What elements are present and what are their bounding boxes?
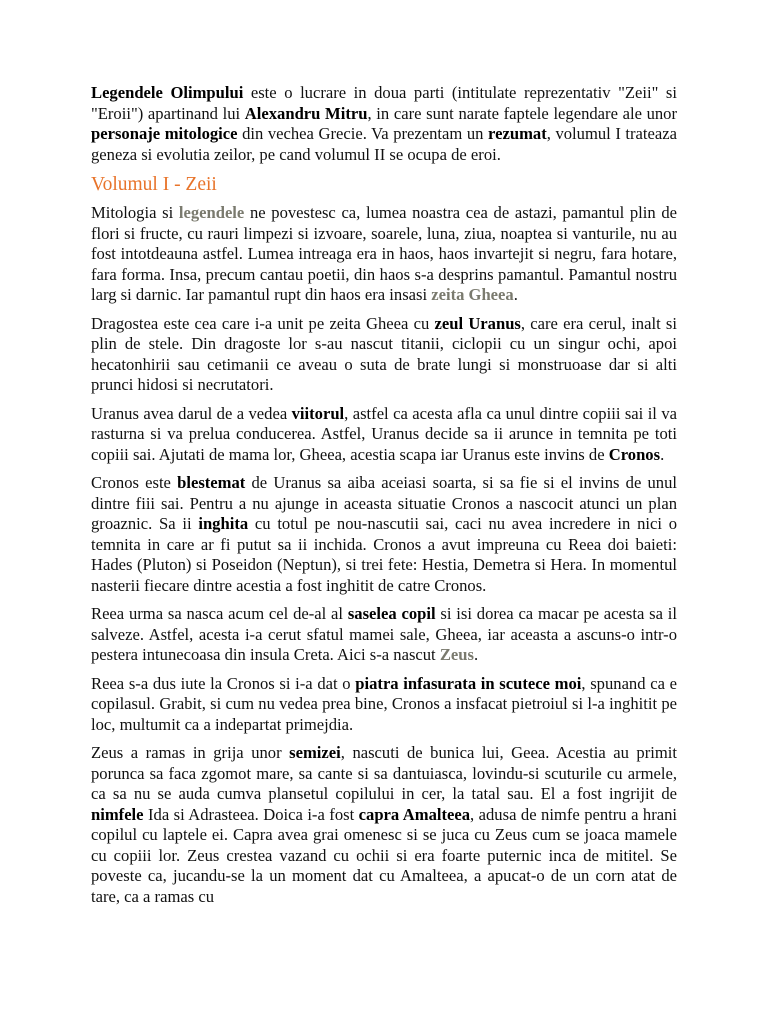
paragraph-7 — [91, 743, 677, 907]
intro-emphasis: rezumat — [488, 124, 547, 143]
paragraph-6 — [91, 674, 677, 736]
bold-term: inghita — [198, 514, 249, 533]
intro-text: este o lucrare in doua parti (intitulate reprezentativ "Zeii" si "Eroii") apartinand lui — [91, 83, 677, 123]
intro-text: , volumul I trateaza geneza si evolutia zeilor, pe cand volumul II se ocupa de eroi. — [91, 124, 677, 164]
paragraph-text: cu totul pe nou-nascutii sai, caci nu avea incredere in nici o temnita in care ar fi putut sa ii inchida. Cronos a avut impreuna cu Reea doi baieti: Hades (Pluton) si Poseidon (Neptun), si trei fete: Hestia, Demetra si Hera. In momentul nasterii fiecare dintre acestia a fost inghitit de catre Cronos. — [91, 514, 678, 595]
paragraph-text: de Uranus sa aiba aceiasi soarta, si sa fie si el invins de unul dintre fiii sai. Pentru a nu ajunge in aceasta situatie Cronos a nascocit atunci un plan groaznic. Sa ii — [91, 473, 677, 533]
paragraph-text: Mitologia si — [91, 203, 179, 222]
intro-emphasis: personaje mitologice — [91, 124, 238, 143]
bold-term: nimfele — [91, 804, 144, 824]
paragraph-1 — [91, 203, 677, 306]
paragraph-text: Reea s-a dus iute la Cronos si i-a dat o — [91, 673, 356, 693]
paragraph-text: ne povestesc ca, lumea noastra cea de astazi, pamantul plin de flori si fructe, cu rauri limpezi si izvoare, soarele, luna, ziua, noaptea si vanturile, nu au fost intotdeauna astfel. Lumea intreaga era in haos, haos invartejit si negru, fara hotare, fara forma. Insa, precum cantau poetii, din haos s-a desprins pamantul. Pamantul nostru larg si darnic. Iar pamantul rupt din haos era insasi — [91, 203, 677, 304]
intro-paragraph — [91, 83, 677, 165]
intro-text: din vechea Grecie. Va prezentam un — [237, 124, 489, 143]
paragraph-5 — [91, 604, 677, 666]
bold-term: viitorul — [291, 403, 345, 423]
paragraph-text: si isi dorea ca macar pe acesta sa il salveze. Astfel, acesta i-a cerut sfatul mamei sale, Gheea, iar aceasta a ascuns-o intr-o pestera intunecoasa din insula Creta. Aici s-a nascut — [91, 604, 677, 664]
paragraph-text: Zeus a ramas in grija unor — [91, 743, 290, 762]
bold-term: blestemat — [177, 473, 246, 492]
bold-term: piatra infasurata in scutece moi — [355, 673, 582, 693]
paragraph-text: . — [473, 645, 479, 664]
highlight-term: legendele — [178, 203, 245, 222]
book-title: Legendele Olimpului — [91, 83, 244, 102]
paragraph-text: , care era cerul, inalt si plin de stele. Din dragoste lor s-au nascut titanii, ciclopii cu un singur ochi, apoi hecatonhirii sau cetimanii ce aveau o suta de brate lungi si monstruoase dar si alti prunci hidosi si necrutatori. — [91, 313, 677, 394]
paragraph-text: Uranus avea darul de a vedea — [91, 403, 292, 423]
author-name: Alexandru Mitru — [244, 103, 368, 123]
section-heading: Volumul I - Zeii — [91, 174, 217, 195]
bold-term: Cronos — [608, 444, 661, 464]
intro-text: , in care sunt narate faptele legendare ale unor — [367, 103, 678, 123]
paragraph-text: Reea urma sa nasca acum cel de-al al — [91, 604, 348, 623]
paragraph-text: . — [513, 285, 518, 304]
paragraph-text: . — [660, 444, 665, 464]
paragraph-3 — [91, 404, 677, 466]
highlight-term: Zeus — [439, 645, 474, 664]
paragraph-text: , nascuti de bunica lui, Geea. Acestia au primit porunca sa faca zgomot mare, sa cante si sa dantuiasca, lovindu-si scuturile cu armele, ca sa nu se auda cumva plansetul copilului in cer, la tatal sau. El a fost ingrijit de — [91, 743, 677, 803]
paragraph-text: , spunand ca e copilasul. Grabit, si cum nu vedea prea bine, Cronos a insfacat pietroiul si l-a inghitit pe loc, multumit ca a indepartat primejdia. — [91, 673, 677, 734]
paragraph-text: , adusa de nimfe pentru a hrani copilul cu laptele ei. Capra avea grai omenesc si se juca cu Zeus cum se joaca mamele cu copiii lor. Zeus crestea vazand cu ochii si era foarte puternic inca de mititel. Se poveste ca, jucandu-se la un moment dat cu Amalteea, a apucat-o de un corn atat de tare, ca a ramas cu — [91, 804, 677, 906]
highlight-term: zeita Gheea — [431, 285, 514, 304]
paragraph-text: , astfel ca acesta afla ca unul dintre copiii sai il va rasturna si va prelua conducerea. Astfel, Uranus decide sa ii arunce in temnita pe toti copiii sai. Ajutati de mama lor, Gheea, acestia scapa iar Uranus este invins de — [91, 403, 677, 464]
paragraph-text: Dragostea este cea care i-a unit pe zeita Gheea cu — [91, 313, 435, 333]
paragraph-text: Ida si Adrasteea. Doica i-a fost — [143, 804, 359, 824]
bold-term: saselea copil — [347, 604, 436, 623]
paragraph-text: Cronos este — [91, 473, 178, 492]
bold-term: zeul Uranus — [434, 313, 521, 333]
paragraph-2 — [91, 314, 677, 396]
bold-term: capra Amalteea — [358, 804, 471, 824]
paragraph-4 — [91, 473, 677, 596]
bold-term: semizei — [289, 743, 341, 762]
